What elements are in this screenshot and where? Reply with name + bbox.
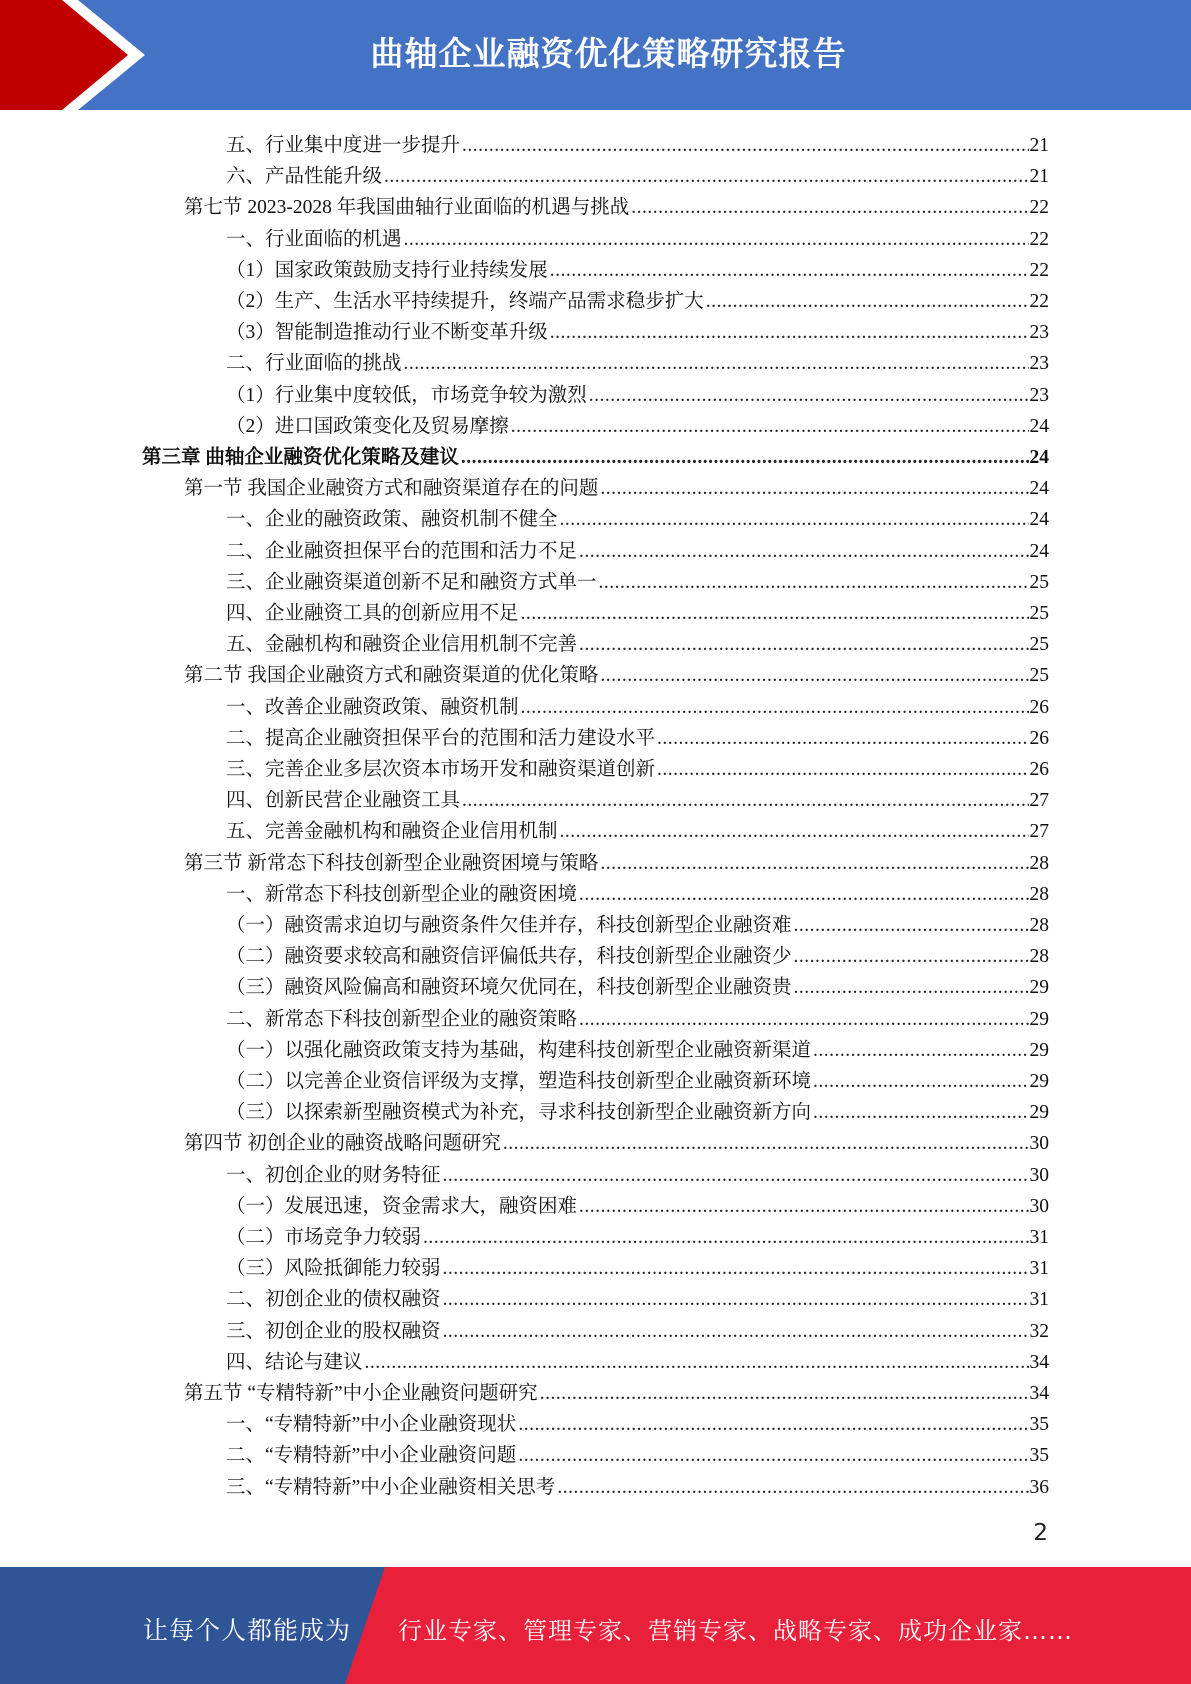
toc-page-number: 32 [1029,1320,1049,1342]
toc-page-number: 28 [1029,946,1049,968]
toc-page-number: 28 [1029,915,1049,936]
toc-entry-title: 三、完善企业多层次资本市场开发和融资渠道创新 [226,759,656,780]
toc-entry-title: 第一节 我国企业融资方式和融资渠道存在的问题 [184,478,599,500]
toc-page-number: 29 [1029,1008,1049,1030]
toc-page-number: 35 [1029,1414,1049,1436]
toc-dot-leader [600,850,1028,877]
toc-page-number: 30 [1029,1195,1049,1217]
toc-page-number: 24 [1029,540,1049,562]
toc-dot-leader [550,319,1029,346]
toc-dot-leader [518,1411,1028,1438]
toc-page-number: 31 [1029,1258,1049,1280]
toc-dot-leader [600,662,1028,689]
toc-subsection-entry[interactable] [226,284,1049,315]
toc-subsection-entry[interactable] [226,1064,1049,1095]
toc-subsection-entry[interactable] [226,783,1049,814]
toc-dot-leader [600,475,1028,502]
toc-dot-leader [557,1474,1028,1501]
toc-entry-title: 一、企业的融资政策、融资机制不健全 [226,509,558,531]
toc-dot-leader [657,756,1028,783]
toc-page-number: 29 [1029,1071,1049,1092]
toc-page-number: 23 [1029,384,1049,406]
toc-page-number: 30 [1029,1164,1049,1186]
toc-entry-title: （1）行业集中度较低，市场竞争较为激烈 [226,384,587,406]
toc-subsection-entry[interactable] [226,222,1049,253]
toc-entry-title: （一）以强化融资政策支持为基础，构建科技创新型企业融资新渠道 [226,1039,812,1061]
toc-dot-leader [589,382,1029,409]
toc-dot-leader [599,569,1029,596]
toc-page-number: 29 [1029,1102,1049,1124]
toc-entry-title: 二、“专精特新”中小企业融资问题 [226,1445,517,1467]
toc-page-number: 24 [1029,447,1049,468]
toc-page-number: 27 [1029,790,1049,812]
toc-page-number: 22 [1029,228,1049,250]
toc-dot-leader [443,1255,1029,1282]
toc-dot-leader [503,1130,1029,1157]
toc-subsection-entry[interactable] [226,565,1049,596]
toc-page-number: 24 [1029,478,1049,500]
toc-entry-title: 二、初创企业的债权融资 [226,1289,441,1311]
toc-subsection-entry[interactable] [226,1470,1049,1501]
toc-dot-leader [404,350,1029,377]
toc-page-number: 26 [1029,759,1049,780]
toc-entry-title: 一、“专精特新”中小企业融资现状 [226,1414,517,1436]
toc-page-number: 27 [1029,821,1049,843]
toc-dot-leader [813,1068,1028,1095]
toc-entry-title: 二、企业融资担保平台的范围和活力不足 [226,540,578,562]
toc-entry-title: 一、改善企业融资政策、融资机制 [226,696,519,718]
toc-subsection-entry[interactable] [226,128,1049,159]
toc-dot-leader [560,506,1029,533]
toc-subsection-entry[interactable] [226,409,1049,440]
toc-page-number: 28 [1029,883,1049,905]
toc-entry-title: 二、提高企业融资担保平台的范围和活力建设水平 [226,727,656,749]
toc-dot-leader [365,1349,1029,1376]
toc-section-entry[interactable] [184,1376,1049,1407]
toc-dot-leader [794,912,1029,939]
toc-section-entry[interactable] [184,190,1049,221]
toc-dot-leader [794,943,1029,970]
toc-page-number: 21 [1029,166,1049,188]
toc-entry-title: （3）智能制造推动行业不断变革升级 [226,322,548,344]
toc-dot-leader [579,881,1028,908]
toc-page-number: 25 [1029,665,1049,687]
page-header [0,0,1191,110]
toc-dot-leader [813,1099,1028,1126]
toc-page-number: 31 [1029,1289,1049,1311]
toc-subsection-entry[interactable] [226,627,1049,658]
toc-entry-title: 四、创新民营企业融资工具 [226,790,461,812]
toc-entry-title: （一）融资需求迫切与融资条件欠佳并存，科技创新型企业融资难 [226,915,792,936]
toc-entry-title: （三）风险抵御能力较弱 [226,1258,441,1280]
toc-subsection-entry[interactable] [226,1407,1049,1438]
toc-entry-title: 四、结论与建议 [226,1351,363,1373]
toc-entry-title: （二）以完善企业资信评级为支撑，塑造科技创新型企业融资新环境 [226,1071,812,1092]
toc-entry-title: （二）市场竞争力较弱 [226,1227,422,1248]
toc-dot-leader [462,132,1028,159]
toc-page-number: 29 [1029,977,1049,999]
toc-entry-title: 三、初创企业的股权融资 [226,1320,441,1342]
toc-page-number: 22 [1029,197,1049,219]
page-footer [0,1567,1191,1684]
toc-entry-title: 第三节 新常态下科技创新型企业融资困境与策略 [184,852,599,874]
toc-dot-leader [579,1193,1028,1220]
toc-subsection-entry[interactable] [226,1158,1049,1189]
toc-subsection-entry[interactable] [226,1033,1049,1064]
toc-dot-leader [550,257,1029,284]
toc-page-number: 35 [1029,1445,1049,1467]
toc-subsection-entry[interactable] [226,1345,1049,1376]
toc-entry-title: 第三章 曲轴企业融资优化策略及建议 [142,447,459,468]
toc-dot-leader [794,974,1029,1001]
toc-entry-title: 五、完善金融机构和融资企业信用机制 [226,821,558,843]
toc-page-number: 26 [1029,727,1049,749]
toc-subsection-entry[interactable] [226,877,1049,908]
toc-dot-leader [461,444,1029,471]
toc-subsection-entry[interactable] [226,159,1049,190]
toc-dot-leader [631,194,1028,221]
toc-dot-leader [560,818,1029,845]
toc-dot-leader [579,538,1028,565]
toc-page-number: 28 [1029,852,1049,874]
toc-subsection-entry[interactable] [226,253,1049,284]
toc-subsection-entry[interactable] [226,1095,1049,1126]
toc-dot-leader [423,1224,1028,1251]
toc-page-number: 21 [1029,135,1049,156]
toc-subsection-entry[interactable] [226,1438,1049,1469]
toc-entry-title: （三）融资风险偏高和融资环境欠优同在，科技创新型企业融资贵 [226,977,792,999]
toc-page-number: 34 [1029,1351,1049,1373]
page-number: 2 [1033,1520,1048,1546]
toc-subsection-entry[interactable] [226,970,1049,1001]
toc-page-number: 34 [1029,1383,1049,1404]
toc-section-entry[interactable] [184,1126,1049,1157]
toc-subsection-entry[interactable] [226,752,1049,783]
toc-entry-title: 六、产品性能升级 [226,166,383,188]
toc-page-number: 24 [1029,415,1049,437]
toc-dot-leader [462,787,1028,814]
toc-dot-leader [443,1162,1029,1189]
footer-slogan-right: 行业专家、管理专家、营销专家、战略专家、成功企业家…… [398,1617,1073,1645]
toc-chapter-entry[interactable] [142,440,1049,471]
toc-entry-title: 三、企业融资渠道创新不足和融资方式单一 [226,571,597,593]
toc-subsection-entry[interactable] [226,534,1049,565]
report-title: 曲轴企业融资优化策略研究报告 [370,34,847,73]
toc-dot-leader [443,1286,1029,1313]
toc-page-number: 31 [1029,1227,1049,1248]
toc-entry-title: 第二节 我国企业融资方式和融资渠道的优化策略 [184,665,599,687]
toc-subsection-entry[interactable] [226,1189,1049,1220]
toc-page-number: 23 [1029,353,1049,375]
toc-subsection-entry[interactable] [226,1220,1049,1251]
toc-entry-title: （1）国家政策鼓励支持行业持续发展 [226,259,548,281]
toc-section-entry[interactable] [184,846,1049,877]
toc-entry-title: 一、行业面临的机遇 [226,228,402,250]
toc-subsection-entry[interactable] [226,814,1049,845]
toc-page-number: 30 [1029,1133,1049,1155]
toc-entry-title: （二）融资要求较高和融资信评偏低共存，科技创新型企业融资少 [226,946,792,968]
toc-dot-leader [579,631,1028,658]
toc-dot-leader [511,413,1029,440]
toc-dot-leader [813,1037,1028,1064]
toc-entry-title: 五、行业集中度进一步提升 [226,135,461,156]
footer-slogan-left: 让每个人都能成为 [143,1616,352,1645]
toc-page-number: 29 [1029,1039,1049,1061]
toc-dot-leader [518,1442,1028,1469]
toc-page-number: 22 [1029,291,1049,312]
toc-entry-title: 四、企业融资工具的创新应用不足 [226,603,519,624]
toc-entry-title: （三）以探索新型融资模式为补充，寻求科技创新型企业融资新方向 [226,1102,812,1124]
toc-page-number: 22 [1029,259,1049,281]
toc-dot-leader [706,288,1029,315]
toc-subsection-entry[interactable] [226,378,1049,409]
toc-page-number: 23 [1029,322,1049,344]
toc-dot-leader [521,694,1029,721]
toc-dot-leader [657,725,1028,752]
toc-page-number: 25 [1029,634,1049,656]
toc-dot-leader [540,1380,1029,1407]
toc-subsection-entry[interactable] [226,502,1049,533]
toc-subsection-entry[interactable] [226,1314,1049,1345]
toc-subsection-entry[interactable] [226,690,1049,721]
toc-dot-leader [404,226,1029,253]
toc-entry-title: 一、初创企业的财务特征 [226,1164,441,1186]
toc-dot-leader [443,1318,1029,1345]
toc-subsection-entry[interactable] [226,908,1049,939]
toc-dot-leader [384,163,1028,190]
toc-subsection-entry[interactable] [226,1251,1049,1282]
toc-page-number: 24 [1029,509,1049,531]
toc-subsection-entry[interactable] [226,939,1049,970]
toc-entry-title: 一、新常态下科技创新型企业的融资困境 [226,883,578,905]
toc-page-number: 26 [1029,696,1049,718]
toc-section-entry[interactable] [184,471,1049,502]
toc-page-number: 36 [1029,1476,1049,1498]
toc-page-number: 25 [1029,571,1049,593]
toc-subsection-entry[interactable] [226,721,1049,752]
toc-entry-title: 第七节 2023-2028 年我国曲轴行业面临的机遇与挑战 [184,197,630,219]
toc-subsection-entry[interactable] [226,315,1049,346]
toc-entry-title: （2）进口国政策变化及贸易摩擦 [226,415,509,437]
toc-dot-leader [579,1006,1028,1033]
toc-entry-title: 第四节 初创企业的融资战略问题研究 [184,1133,501,1155]
toc-subsection-entry[interactable] [226,1282,1049,1313]
toc-entry-title: （一）发展迅速，资金需求大，融资困难 [226,1195,578,1217]
toc-entry-title: （2）生产、生活水平持续提升，终端产品需求稳步扩大 [226,291,704,312]
toc-entry-title: 第五节 “专精特新”中小企业融资问题研究 [184,1383,538,1404]
toc-subsection-entry[interactable] [226,1002,1049,1033]
toc-dot-leader [521,600,1029,627]
toc-entry-title: 二、新常态下科技创新型企业的融资策略 [226,1008,578,1030]
toc-page-number: 25 [1029,603,1049,624]
toc-entry-title: 二、行业面临的挑战 [226,353,402,375]
toc-section-entry[interactable] [184,658,1049,689]
toc-entry-title: 五、金融机构和融资企业信用机制不完善 [226,634,578,656]
toc-subsection-entry[interactable] [226,346,1049,377]
toc-subsection-entry[interactable] [226,596,1049,627]
toc-entry-title: 三、“专精特新”中小企业融资相关思考 [226,1476,556,1498]
